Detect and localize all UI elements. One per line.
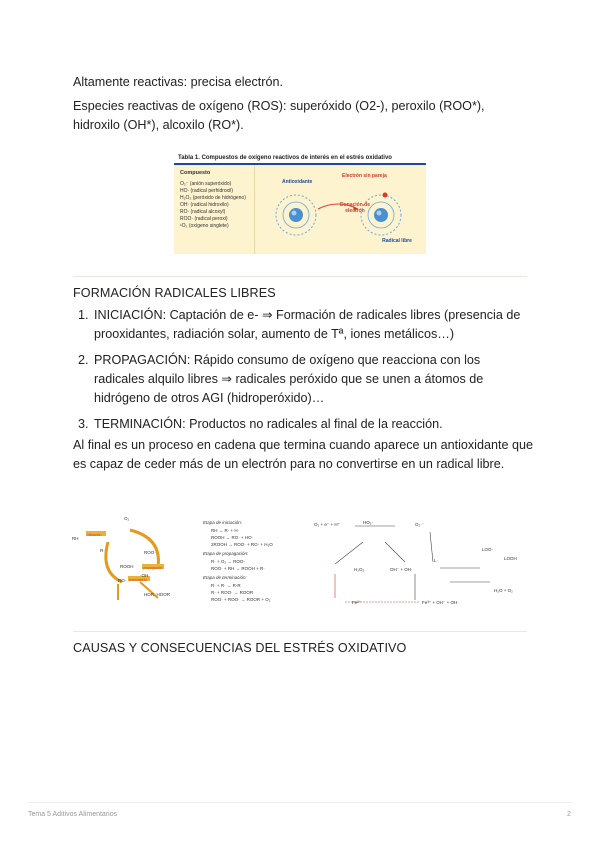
ros-table-figure (174, 153, 426, 255)
cycle-label: ROO· (144, 550, 156, 555)
step-equation: RH → R· + H· (211, 528, 240, 533)
network-label: O₂ + e⁻ + H⁺ (314, 522, 341, 527)
steps-title: Etapa de propagación: (203, 551, 249, 556)
step-equation: R· + ROO· → ROOR (211, 590, 254, 595)
list-item (73, 415, 533, 434)
steps-title: Etapa de terminación: (203, 575, 247, 580)
page-number: 2 (567, 811, 571, 818)
network-label: H₂O + O₂ (494, 588, 513, 593)
table-row: HO· (radical perhidroxil) (180, 188, 234, 194)
table-row: H₂O₂ (peróxido de hidrógeno) (180, 195, 246, 201)
table-row: ROO· (radical peroxi) (180, 216, 228, 222)
step-equation: ROO· + RH → ROOH + R· (211, 566, 265, 571)
network-label: OH⁻ + OH· (390, 567, 413, 572)
footer-divider (28, 802, 572, 803)
label-free-radical: Radical libre (382, 238, 412, 244)
network-label: H₂O₂ (354, 567, 365, 572)
formation-steps-list (73, 306, 533, 441)
step-equation: ROOH → RO· + HO· (211, 535, 254, 540)
antioxidant-atom-icon (276, 195, 316, 235)
table-row: OH· (radical hidroxilo) (180, 202, 229, 208)
network-label: Fe³⁺ + OH⁻ + OH· (422, 600, 459, 605)
list-item (73, 351, 533, 408)
cycle-label: R· (100, 548, 105, 553)
steps-title: Etapa de iniciación: (203, 520, 243, 525)
cycle-tag: terminación (129, 578, 148, 582)
list-item-number: 1. (78, 308, 89, 322)
table-row: RO· (radical alcoxyl) (180, 209, 226, 215)
network-label: LOOH (504, 556, 517, 561)
paragraph-chain-process: Al final es un proceso en cadena que termina cuando aparece un antioxidante que es capaz de ceder más de un electrón para no convertirse en un radical libre. (73, 438, 533, 471)
oxidation-cycle-diagram (70, 512, 195, 612)
cycle-label: HOR, HOOR (144, 592, 171, 597)
list-item-number: 3. (78, 417, 89, 431)
step-equation: R· + O₂ → ROO· (211, 559, 245, 564)
cycle-tag: iniciación (87, 533, 102, 537)
table-column-header: Compuesto (180, 170, 211, 176)
lipid-oxidation-scheme (70, 512, 527, 612)
footer-title: Tema 5 Aditivos Alimentarios (28, 811, 118, 818)
section-heading-formation: FORMACIÓN RADICALES LIBRES (73, 276, 527, 300)
label-antioxidant: Antioxidante (282, 179, 313, 185)
network-label: L· (434, 558, 439, 563)
table-row: ¹O₂ (oxígeno singlete) (180, 223, 229, 229)
cycle-label: O₂ (124, 516, 130, 521)
network-label: Fe²⁺ (352, 600, 362, 605)
cycle-label: RO· (118, 578, 127, 583)
section-heading-causes: CAUSAS Y CONSECUENCIAS DEL ESTRÉS OXIDATIVO (73, 631, 527, 655)
table-row: O₂⁻ (anión superóxido) (180, 181, 232, 187)
paragraph-ros: Especies reactivas de oxígeno (ROS): superóxido (O2-), peroxilo (ROO*), hidroxilo (OH*), alcoxilo (RO*). (73, 99, 485, 132)
cycle-label: RH (72, 536, 79, 541)
cycle-tag: propagación (143, 566, 163, 570)
list-item (73, 306, 533, 344)
list-item-text: PROPAGACIÓN: Rápido consumo de oxígeno que reacciona con los radicales alquilo libres ⇒ radicales peróxido que se unen a átomos de hidrógeno de otros AGI (hidroperóxido)… (94, 353, 484, 405)
step-equation: 2ROOH → ROO· + RO· + H₂O (211, 542, 273, 547)
list-item-number: 2. (78, 353, 89, 367)
list-item-text: INICIACIÓN: Captación de e- ⇒ Formación de radicales libres (presencia de prooxidantes, radiación solar, aumento de Tª, iones metálicos…) (94, 308, 521, 341)
cycle-label: ·OH (140, 573, 149, 578)
label-electron-donation: Donación de electrón (339, 202, 370, 214)
label-unpaired-electron: Electrón sin pareja (342, 173, 387, 179)
step-equation: R· + R· → R-R (211, 583, 241, 588)
cycle-label: ROOH (120, 564, 134, 569)
list-item-text: TERMINACIÓN: Productos no radicales al final de la reacción. (94, 417, 443, 431)
table-rows (180, 181, 246, 230)
network-label: LOO· (482, 547, 494, 552)
step-equation: ROO· + ROO· → ROOR + O₂ (211, 597, 271, 602)
paragraph-reactive: Altamente reactivas: precisa electrón. (73, 75, 283, 89)
network-label: O₂·⁻ (415, 522, 425, 527)
table-title: Tabla 1. Compuestos de oxígeno reactivos de interés en el estrés oxidativo (178, 155, 392, 161)
network-label: HO₂· (363, 520, 373, 525)
